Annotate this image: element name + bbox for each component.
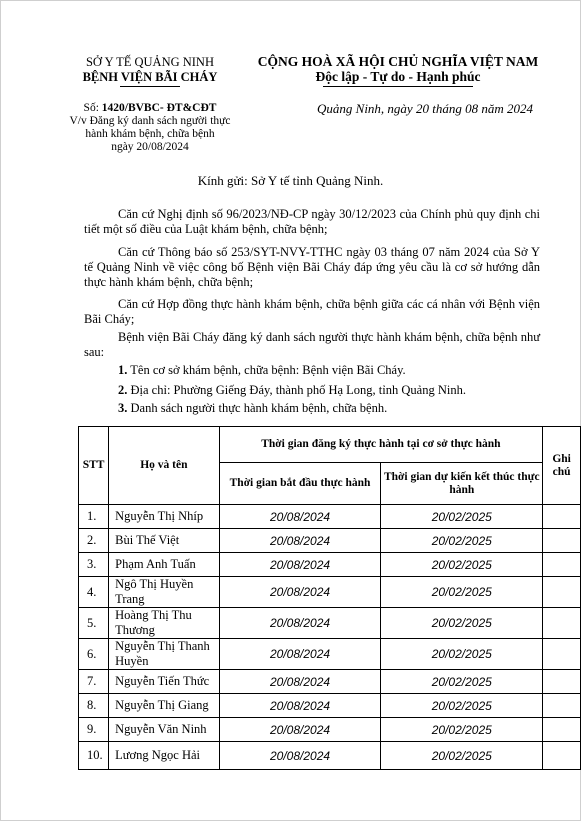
- header-period: Thời gian đăng ký thực hành tại cơ sở thực hành: [219, 427, 543, 463]
- paragraph-legal-basis-3: [84, 297, 540, 327]
- paragraph-registration: [84, 330, 540, 360]
- cell-name: Nguyễn Thị Thanh Huyền: [109, 639, 220, 670]
- practitioner-table: [78, 426, 581, 770]
- cell-note: [543, 694, 581, 718]
- paragraph-text: Bệnh viện Bãi Cháy đăng ký danh sách người thực hành khám bệnh, chữa bệnh như sau:: [84, 330, 540, 359]
- header-note: Ghi chú: [543, 427, 581, 505]
- national-motto: Độc lập - Tự do - Hạnh phúc: [315, 69, 481, 84]
- table-row: [79, 670, 581, 694]
- number-value: 1420/BVBC- ĐT&CĐT: [101, 102, 217, 114]
- cell-note: [543, 670, 581, 694]
- cell-stt: 6.: [79, 639, 109, 670]
- subject-line-2: hành khám bệnh, chữa bệnh: [85, 128, 215, 140]
- cell-end-date: 20/02/2025: [381, 742, 543, 770]
- cell-note: [543, 608, 581, 639]
- cell-stt: 4.: [79, 577, 109, 608]
- cell-stt: 8.: [79, 694, 109, 718]
- number-label: Số:: [83, 102, 102, 114]
- paragraph-text: Căn cứ Nghị định số 96/2023/NĐ-CP ngày 30/12/2023 của Chính phủ quy định chi tiết một số điều của Luật khám bệnh, chữa bệnh;: [84, 207, 540, 236]
- table-row: [79, 694, 581, 718]
- hospital-name: BỆNH VIỆN BÃI CHÁY: [82, 70, 218, 84]
- item-text: Địa chỉ: Phường Giếng Đáy, thành phố Hạ Long, tỉnh Quảng Ninh.: [130, 383, 466, 397]
- cell-note: [543, 553, 581, 577]
- cell-start-date: 20/08/2024: [219, 718, 381, 742]
- cell-note: [543, 742, 581, 770]
- cell-stt: 2.: [79, 529, 109, 553]
- cell-name: Hoàng Thị Thu Thương: [109, 608, 220, 639]
- cell-name: Nguyễn Thị Giang: [109, 694, 220, 718]
- cell-end-date: 20/02/2025: [381, 718, 543, 742]
- list-item: [118, 401, 538, 416]
- table-row: [79, 505, 581, 529]
- cell-start-date: 20/08/2024: [219, 505, 381, 529]
- paragraph-legal-basis-1: [84, 207, 540, 237]
- reference-block: [40, 102, 260, 154]
- header-end: Thời gian dự kiến kết thúc thực hành: [381, 463, 543, 505]
- cell-end-date: 20/02/2025: [381, 608, 543, 639]
- cell-start-date: 20/08/2024: [219, 529, 381, 553]
- cell-start-date: 20/08/2024: [219, 639, 381, 670]
- cell-note: [543, 639, 581, 670]
- cell-name: Bùi Thế Việt: [109, 529, 220, 553]
- ministry-name: SỞ Y TẾ QUẢNG NINH: [85, 55, 214, 69]
- issuer-block: [40, 55, 260, 87]
- cell-name: Nguyễn Văn Ninh: [109, 718, 220, 742]
- cell-stt: 5.: [79, 608, 109, 639]
- item-text: Danh sách người thực hành khám bệnh, chữa bệnh.: [130, 401, 388, 415]
- table-row: [79, 639, 581, 670]
- table-row: [79, 577, 581, 608]
- item-number: 1.: [118, 363, 128, 377]
- table-row: [79, 553, 581, 577]
- cell-end-date: 20/02/2025: [381, 553, 543, 577]
- issuer-underline: [120, 86, 180, 87]
- cell-note: [543, 718, 581, 742]
- national-header: [252, 54, 544, 87]
- cell-start-date: 20/08/2024: [219, 694, 381, 718]
- list-item: [118, 383, 538, 398]
- cell-start-date: 20/08/2024: [219, 742, 381, 770]
- cell-note: [543, 577, 581, 608]
- recipient-greeting: Kính gửi: Sở Y tế tỉnh Quảng Ninh.: [197, 173, 384, 188]
- cell-end-date: 20/02/2025: [381, 694, 543, 718]
- cell-name: Phạm Anh Tuấn: [109, 553, 220, 577]
- cell-stt: 9.: [79, 718, 109, 742]
- paragraph-text: Căn cứ Hợp đồng thực hành khám bệnh, chữa bệnh giữa các cá nhân với Bệnh viện Bãi Cháy;: [84, 297, 540, 326]
- cell-start-date: 20/08/2024: [219, 577, 381, 608]
- subject-line-1: V/v Đăng ký danh sách người thực: [69, 115, 231, 127]
- cell-note: [543, 505, 581, 529]
- table-row: [79, 718, 581, 742]
- cell-start-date: 20/08/2024: [219, 670, 381, 694]
- cell-name: Ngô Thị Huyền Trang: [109, 577, 220, 608]
- cell-note: [543, 529, 581, 553]
- table-row: [79, 529, 581, 553]
- cell-end-date: 20/02/2025: [381, 670, 543, 694]
- cell-stt: 7.: [79, 670, 109, 694]
- cell-name: Lương Ngọc Hải: [109, 742, 220, 770]
- motto-underline: [323, 86, 473, 87]
- list-item: [118, 363, 538, 378]
- item-number: 3.: [118, 401, 128, 415]
- paragraph-legal-basis-2: [84, 245, 540, 290]
- country-name: CỘNG HOÀ XÃ HỘI CHỦ NGHĨA VIỆT NAM: [257, 54, 539, 69]
- header-start: Thời gian bắt đầu thực hành: [219, 463, 381, 505]
- item-number: 2.: [118, 383, 128, 397]
- table-row: [79, 742, 581, 770]
- cell-start-date: 20/08/2024: [219, 608, 381, 639]
- cell-end-date: 20/02/2025: [381, 639, 543, 670]
- paragraph-text: Căn cứ Thông báo số 253/SYT-NVY-TTHC ngày 03 tháng 07 năm 2024 của Sở Y tế Quảng Ninh về việc công bố Bệnh viện Bãi Cháy đáp ứng yêu cầu là cơ sở hướng dẫn thực hành khám bệnh, chữa bệnh;: [84, 245, 540, 289]
- cell-name: Nguyễn Tiến Thức: [109, 670, 220, 694]
- cell-stt: 10.: [79, 742, 109, 770]
- place-date: Quảng Ninh, ngày 20 tháng 08 năm 2024: [317, 101, 533, 116]
- table-row: [79, 608, 581, 639]
- cell-stt: 3.: [79, 553, 109, 577]
- cell-end-date: 20/02/2025: [381, 529, 543, 553]
- document-number: [40, 102, 260, 115]
- header-name: Họ và tên: [109, 427, 220, 505]
- cell-name: Nguyễn Thị Nhíp: [109, 505, 220, 529]
- cell-end-date: 20/02/2025: [381, 577, 543, 608]
- item-text: Tên cơ sở khám bệnh, chữa bệnh: Bệnh viện Bãi Cháy.: [130, 363, 406, 377]
- cell-end-date: 20/02/2025: [381, 505, 543, 529]
- cell-stt: 1.: [79, 505, 109, 529]
- header-stt: STT: [79, 427, 109, 505]
- subject-line-3: ngày 20/08/2024: [111, 141, 189, 153]
- cell-start-date: 20/08/2024: [219, 553, 381, 577]
